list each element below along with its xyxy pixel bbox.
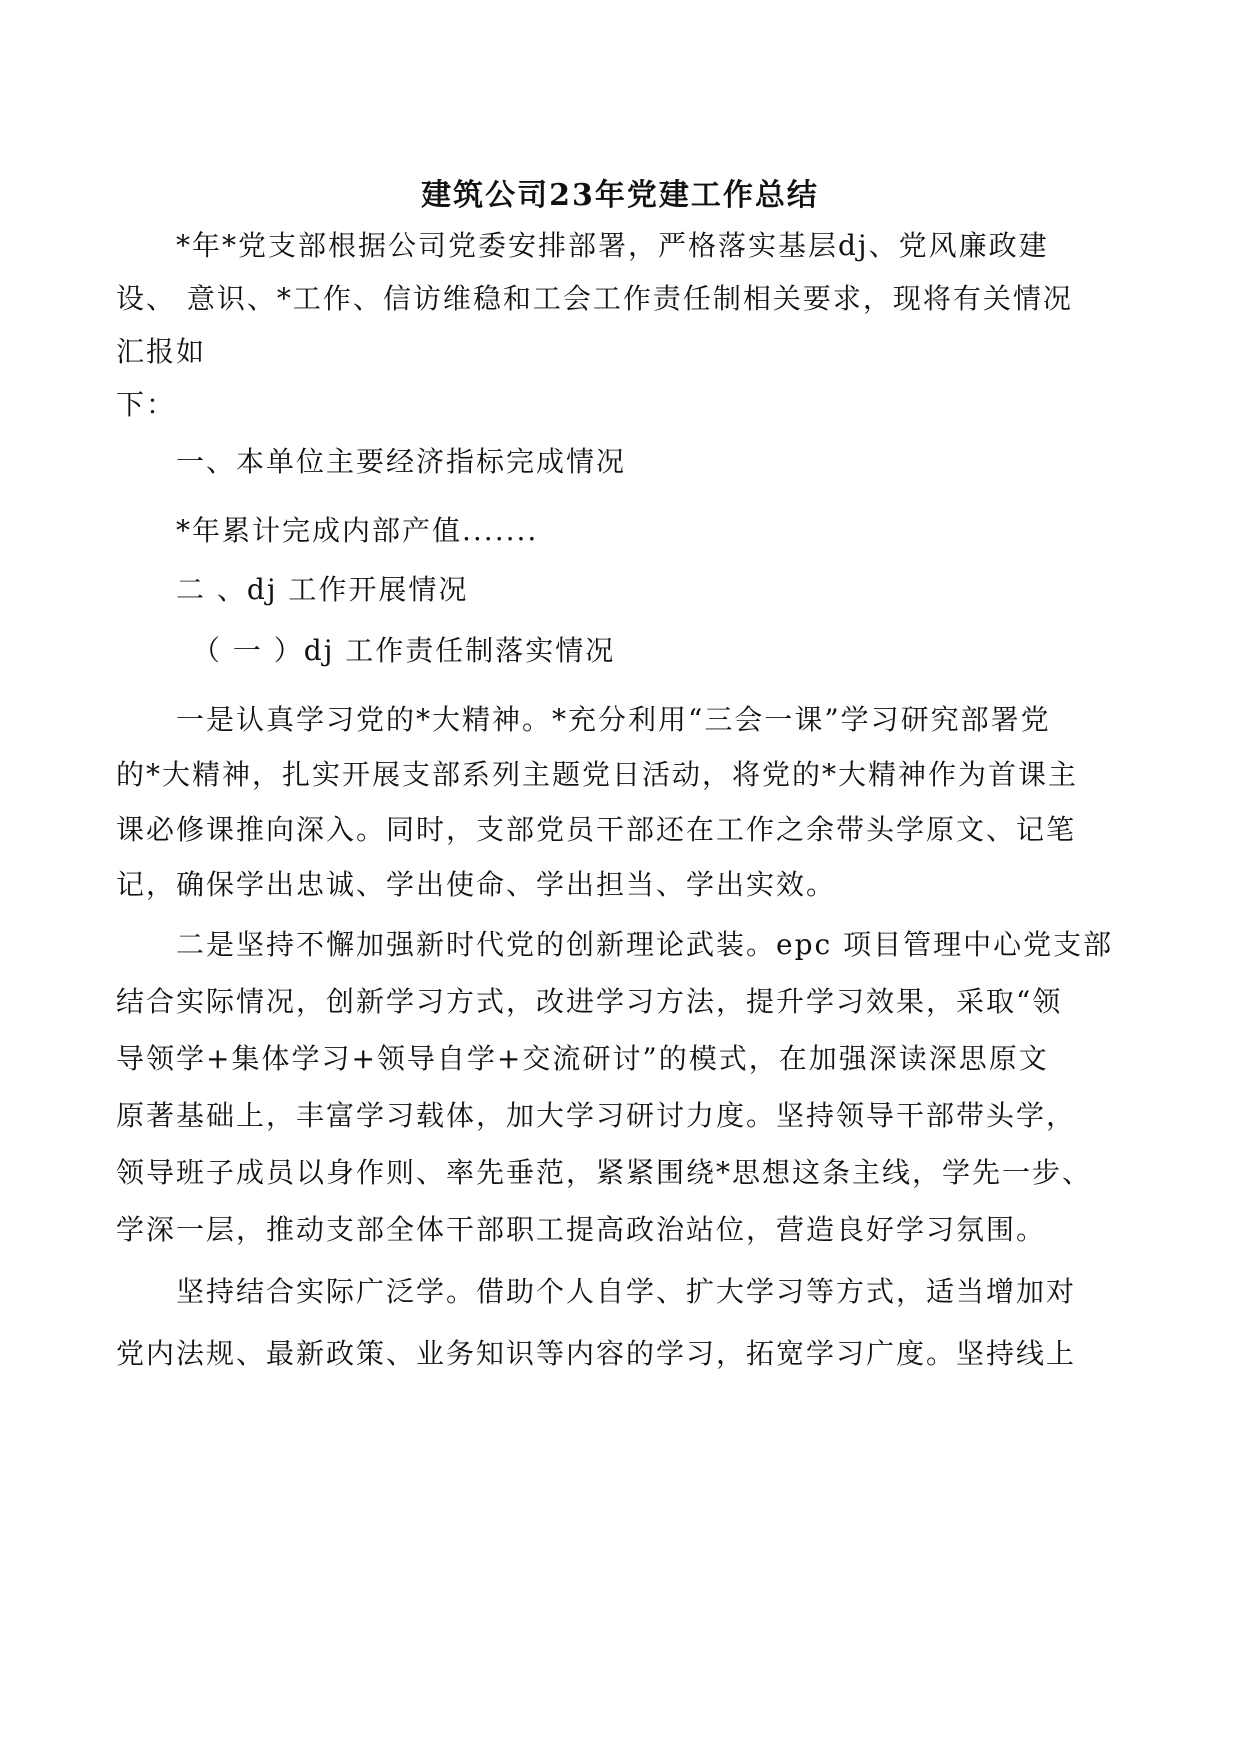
paragraph-line: 原著基础上，丰富学习载体，加大学习研讨力度。坚持领导干部带头学，: [116, 1099, 1077, 1132]
intro-line: 汇报如: [116, 335, 207, 368]
paragraph-line: 领导班子成员以身作则、率先垂范，紧紧围绕*思想这条主线，学先一步、: [116, 1156, 1093, 1189]
paragraph-line: 坚持结合实际广泛学。借助个人自学、扩大学习等方式，适当增加对: [176, 1275, 1077, 1308]
intro-line: 下：: [116, 388, 177, 421]
section-heading-1: 一、本单位主要经济指标完成情况: [176, 445, 627, 478]
paragraph-line: 结合实际情况，创新学习方式，改进学习方法，提升学习效果，采取“领: [116, 985, 1063, 1018]
paragraph-line: 导领学+集体学习+领导自学+交流研讨”的模式，在加强深读深思原文: [116, 1042, 1049, 1075]
paragraph-line: 记，确保学出忠诚、学出使命、学出担当、学出实效。: [116, 868, 837, 901]
intro-line: *年*党支部根据公司党委安排部署，严格落实基层dj、党风廉政建: [176, 229, 1049, 262]
paragraph-line: 的*大精神，扎实开展支部系列主题党日活动，将党的*大精神作为首课主: [116, 758, 1079, 791]
paragraph-line: 一是认真学习党的*大精神。*充分利用“三会一课”学习研究部署党: [176, 703, 1051, 736]
paragraph-line: 党内法规、最新政策、业务知识等内容的学习，拓宽学习广度。坚持线上: [116, 1337, 1077, 1370]
paragraph-line: 二是坚持不懈加强新时代党的创新理论武装。epc 项目管理中心党支部: [176, 928, 1114, 961]
document-title: 建筑公司23年党建工作总结: [421, 178, 819, 213]
paragraph-line: 课必修课推向深入。同时，支部党员干部还在工作之余带头学原文、记笔: [116, 813, 1077, 846]
intro-line: 设、 意识、*工作、信访维稳和工会工作责任制相关要求，现将有关情况: [116, 282, 1073, 315]
subsection-heading-1: （ 一 ）dj 工作责任制落实情况: [192, 634, 616, 667]
section-heading-2: 二 、dj 工作开展情况: [176, 573, 469, 606]
paragraph-line: 学深一层，推动支部全体干部职工提高政治站位，营造良好学习氛围。: [116, 1213, 1047, 1246]
section-1-text: *年累计完成内部产值.......: [176, 514, 539, 547]
